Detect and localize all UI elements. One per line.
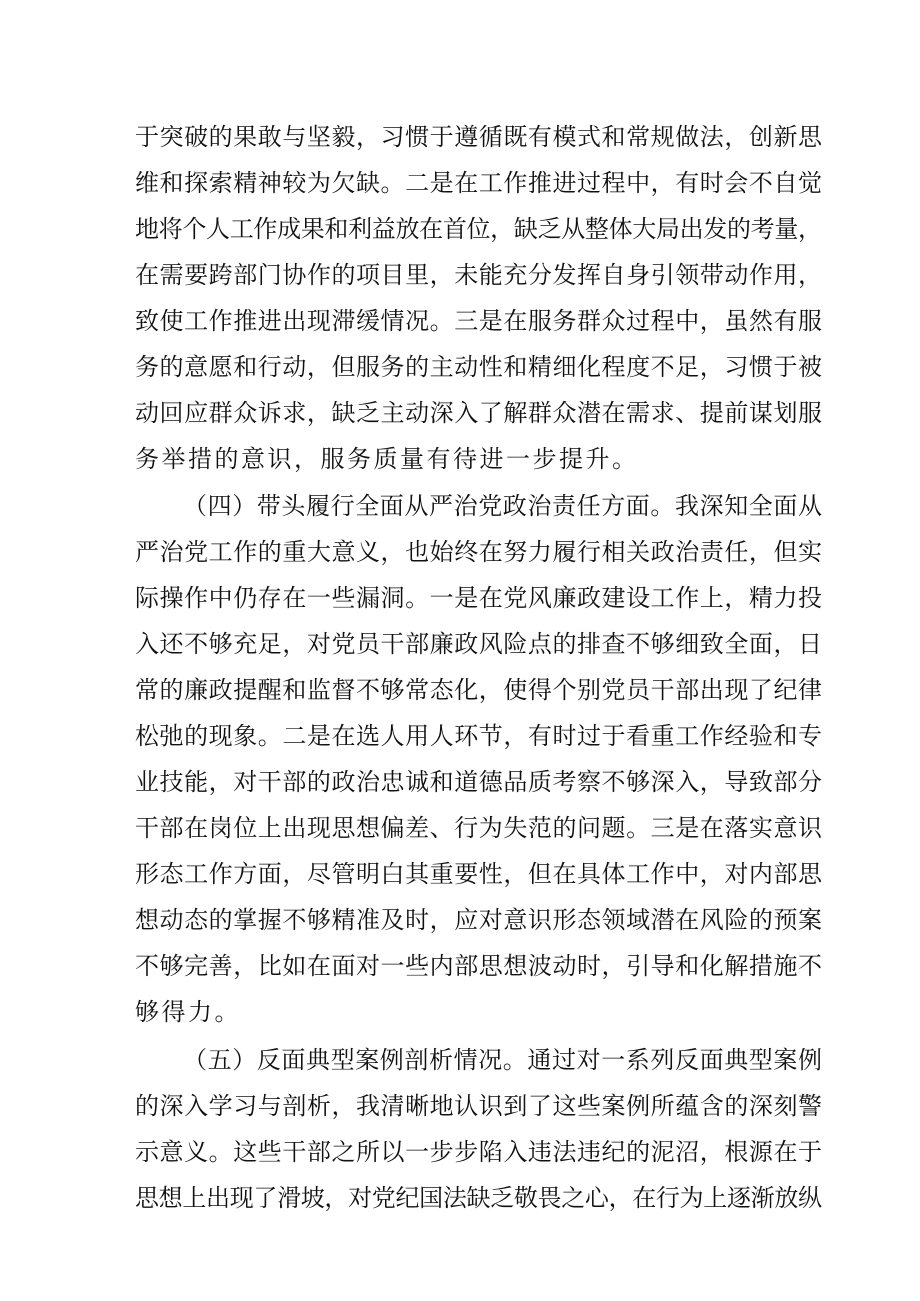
text-line: 务举措的意识，服务质量有待进一步提升。 [135, 445, 639, 473]
text-line: 想动态的掌握不够精准及时，应对意识形态领域潜在风险的预案 [135, 906, 823, 934]
text-line: 维和探索精神较为欠缺。二是在工作推进过程中，有时会不自觉 [135, 169, 823, 197]
text-line: 致使工作推进出现滞缓情况。三是在服务群众过程中，虽然有服 [135, 307, 823, 335]
text-line: 不够完善，比如在面对一些内部思想波动时，引导和化解措施不 [135, 952, 823, 980]
text-line: 于突破的果敢与坚毅，习惯于遵循既有模式和常规做法，创新思 [135, 123, 823, 151]
text-line: 常的廉政提醒和监督不够常态化，使得个别党员干部出现了纪律 [135, 676, 823, 704]
text-line: 思想上出现了滑坡，对党纪国法缺乏敬畏之心，在行为上逐渐放纵 [135, 1184, 822, 1212]
text-line: 务的意愿和行动，但服务的主动性和精细化程度不足，习惯于被 [135, 353, 823, 381]
text-line: 业技能，对干部的政治忠诚和道德品质考察不够深入，导致部分 [135, 768, 823, 796]
text-line: 松弛的现象。二是在选人用人环节，有时过于看重工作经验和专 [135, 722, 823, 750]
text-line: （五）反面典型案例剖析情况。通过对一系列反面典型案例 [183, 1046, 823, 1074]
text-line: 地将个人工作成果和利益放在首位，缺乏从整体大局出发的考量， [135, 215, 822, 243]
text-line: （四）带头履行全面从严治党政治责任方面。我深知全面从 [183, 492, 823, 520]
text-line: 入还不够充足，对党员干部廉政风险点的排查不够细致全面，日 [135, 630, 823, 658]
text-line: 的深入学习与剖析，我清晰地认识到了这些案例所蕴含的深刻警 [135, 1092, 823, 1120]
text-line: 严治党工作的重大意义，也始终在努力履行相关政治责任，但实 [135, 538, 823, 566]
text-line: 形态工作方面，尽管明白其重要性，但在具体工作中，对内部思 [135, 860, 823, 888]
text-line: 干部在岗位上出现思想偏差、行为失范的问题。三是在落实意识 [135, 814, 823, 842]
text-line: 际操作中仍存在一些漏洞。一是在党风廉政建设工作上，精力投 [135, 584, 823, 612]
text-line: 在需要跨部门协作的项目里，未能充分发挥自身引领带动作用， [135, 261, 823, 289]
text-line: 动回应群众诉求，缺乏主动深入了解群众潜在需求、提前谋划服 [135, 399, 823, 427]
text-line: 示意义。这些干部之所以一步步陷入违法违纪的泥沼，根源在于 [135, 1138, 823, 1166]
text-line: 够得力。 [135, 998, 241, 1026]
